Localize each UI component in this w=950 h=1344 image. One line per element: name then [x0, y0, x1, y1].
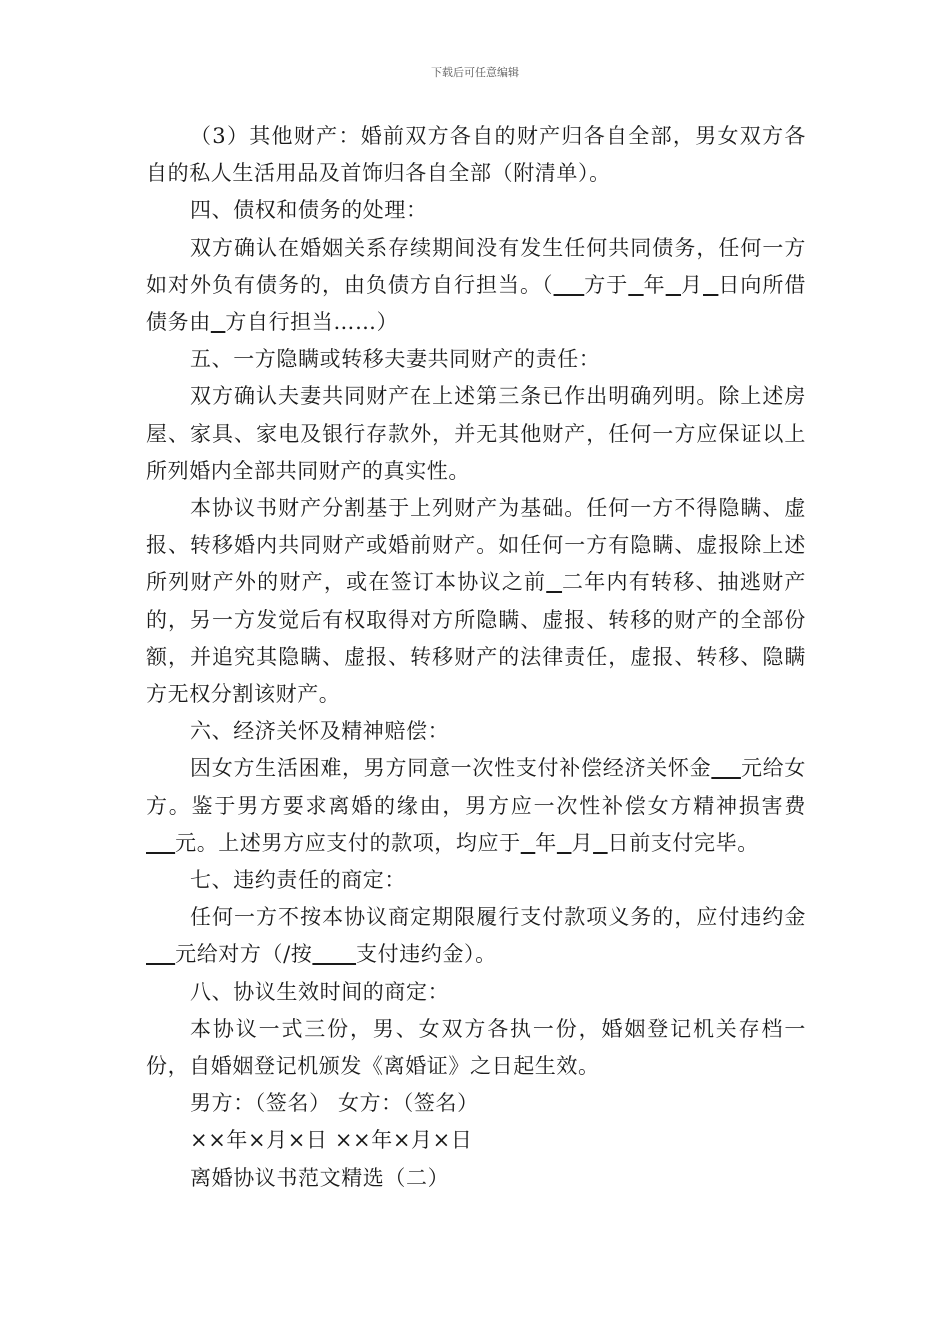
date-line: ××年×月×日 ××年×月×日 — [190, 1128, 473, 1153]
paragraph-breach: 任何一方不按本协议商定期限履行支付款项义务的，应付违约金 元给对方（/按 支付违约金）。 — [175, 905, 806, 967]
heading-effective: 八、协议生效时间的商定： — [190, 979, 450, 1004]
document-body — [146, 118, 806, 1197]
heading-concealment: 五、一方隐瞒或转移夫妻共同财产的责任： — [190, 347, 601, 372]
heading-breach: 七、违约责任的商定： — [190, 868, 406, 893]
next-section-title: 离婚协议书范文精选（二） — [190, 1165, 450, 1190]
heading-debts: 四、债权和债务的处理： — [190, 198, 428, 223]
paragraph-compensation: 因女方生活困难，男方同意一次性支付补偿经济关怀金 元给女方。鉴于男方要求离婚的缘由，男方应一次性补偿女方精神损害费 元。上述男方应支付的款项，均应于 年 月 日前支付完毕。 — [146, 756, 806, 855]
paragraph-property-division: 本协议书财产分割基于上列财产为基础。任何一方不得隐瞒、虚报、转移婚内共同财产或婚前财产。如任何一方有隐瞒、虚报除上述所列财产外的财产，或在签订本协议之前 二年内有转移、抽逃财产的，另一方发觉后有权取得对方所隐瞒、虚报、转移的财产的全部份额，并追究其隐瞒、虚报、转移财产的法律责任，虚报、转移、隐瞒方无权分割该财产。 — [146, 496, 806, 707]
paragraph-other-property: （3）其他财产：婚前双方各自的财产归各自全部，男女双方各自的私人生活用品及首饰归各自全部（附清单）。 — [146, 124, 806, 186]
signature-line: 男方：（签名） 女方：（签名） — [190, 1091, 479, 1116]
heading-compensation: 六、经济关怀及精神赔偿： — [190, 719, 450, 744]
paragraph-effective: 本协议一式三份，男、女双方各执一份，婚姻登记机关存档一份，自婚姻登记机颁发《离婚证》之日起生效。 — [146, 1016, 806, 1079]
paragraph-debts: 双方确认在婚姻关系存续期间没有发生任何共同债务，任何一方如对外负有债务的，由负债方自行担当。（ 方于 年 月 日向所借债务由 方自行担当……） — [146, 235, 806, 335]
paragraph-property-confirm: 双方确认夫妻共同财产在上述第三条已作出明确列明。除上述房屋、家具、家电及银行存款外，并无其他财产，任何一方应保证以上所列婚内全部共同财产的真实性。 — [146, 384, 806, 483]
page-header: 下载后可任意编辑 — [431, 66, 519, 79]
